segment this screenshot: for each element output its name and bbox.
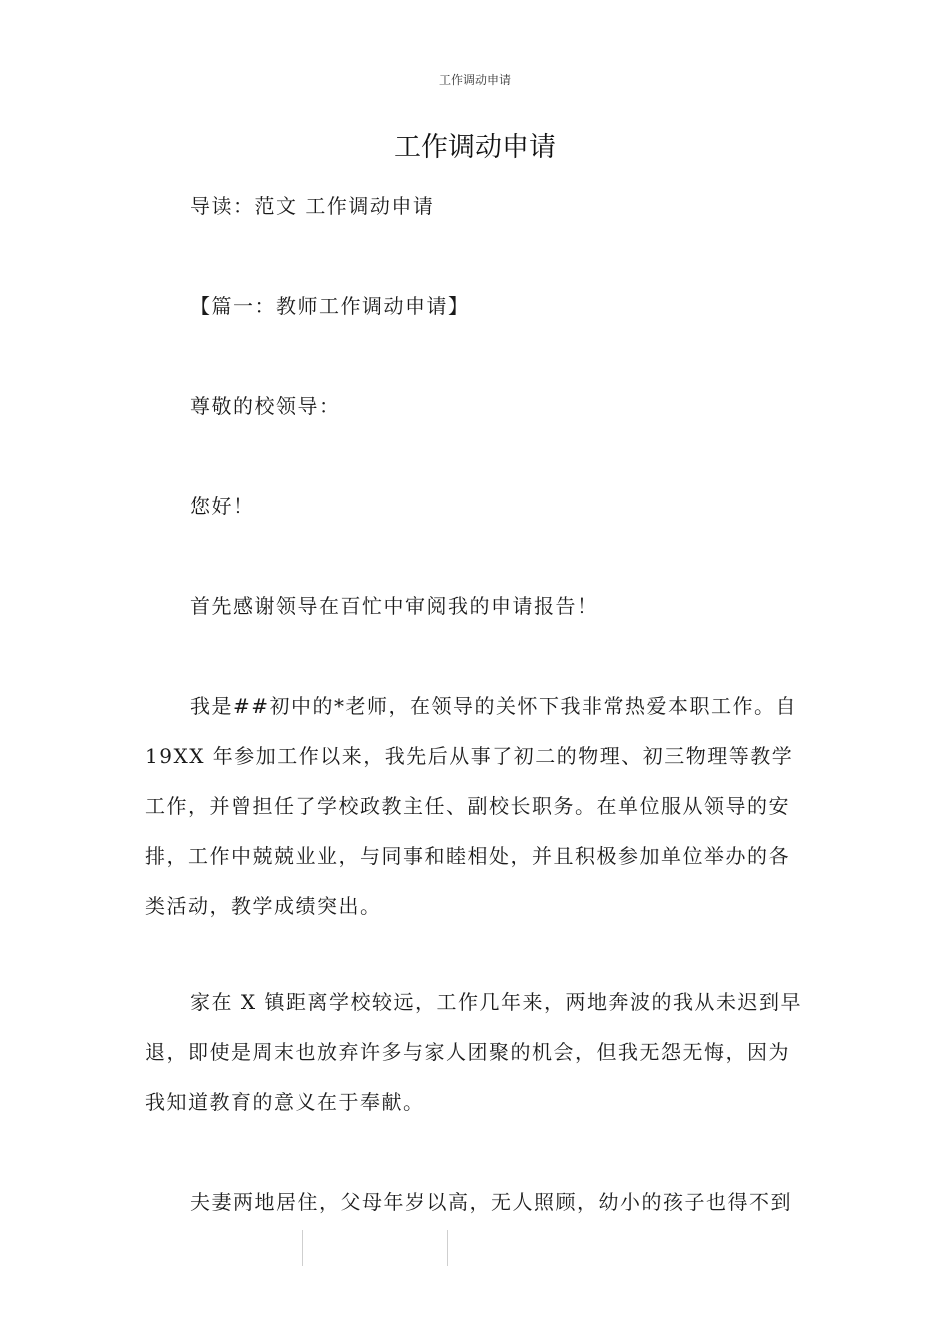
paragraph-family-distance: 家在 X 镇距离学校较远，工作几年来，两地奔波的我从未迟到早退，即使是周末也放弃许多与家人团聚的机会，但我无怨无悔，因为我知道教育的意义在于奉献。 — [145, 990, 802, 1114]
page-title: 工作调动申请 — [394, 132, 556, 164]
footer-divider-right — [447, 1230, 448, 1266]
paragraph-family-situation: 夫妻两地居住，父母年岁以高，无人照顾，幼小的孩子也得不到 — [190, 1190, 792, 1214]
paragraph-self-introduction: 我是##初中的*老师，在领导的关怀下我非常热爱本职工作。自 19XX 年参加工作以来，我先后从事了初二的物理、初三物理等教学工作，并曾担任了学校政教主任、副校长职务。在单位服从领导的安排，工作中兢兢业业，与同事和睦相处，并且积极参加单位举办的各类活动，教学成绩突出。 — [145, 694, 798, 918]
paragraph-thanks: 首先感谢领导在百忙中审阅我的申请报告！ — [190, 594, 599, 618]
paragraph-guide: 导读：范文 工作调动申请 — [190, 194, 435, 218]
paragraph-salutation: 尊敬的校领导： — [190, 394, 341, 418]
footer-divider-left — [302, 1230, 303, 1266]
paragraph-greeting: 您好！ — [190, 494, 255, 518]
section-heading: 【篇一：教师工作调动申请】 — [190, 294, 470, 318]
running-header: 工作调动申请 — [438, 73, 511, 87]
